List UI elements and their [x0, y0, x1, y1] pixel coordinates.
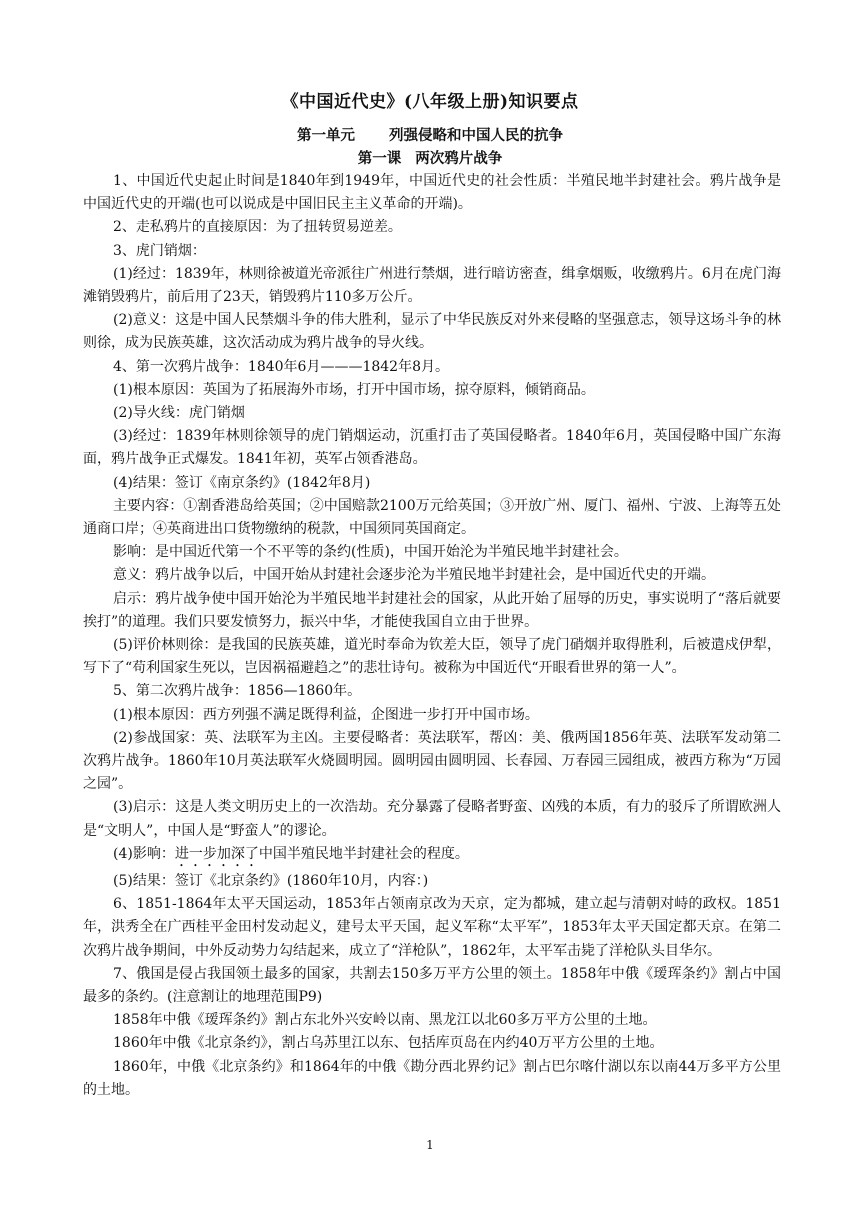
paragraph: 1860年中俄《北京条约》，割占乌苏里江以东、包括库页岛在内约40万平方公里的土地。: [113, 1035, 664, 1052]
paragraph: 2、走私鸦片的直接原因：为了扭转贸易逆差。: [113, 219, 402, 236]
paragraph: 6、1851-1864年太平天国运动，1853年占领南京改为天京，定为都城，建立起与清朝对峙的政权。1851年，洪秀全在广西桂平金田村发动起义，建号太平天国，起义军称“太平军”，1853年太平天国定都天京。在第二次鸦片战争期间，中外反动势力勾结起来，成立了“洋枪队”，1862年，太平军击毙了洋枪队头目华尔。: [83, 896, 781, 959]
paragraph: 启示：鸦片战争使中国开始沦为半殖民地半封建社会的国家，从此开始了屈辱的历史，事实说明了“落后就要挨打”的道理。我们只要发愤努力，振兴中华，才能使我国自立由于世界。: [83, 590, 781, 630]
document-title: 《中国近代史》(八年级上册)知识要点: [281, 92, 579, 112]
unit-number: 第一单元: [297, 127, 355, 144]
unit-name: 列强侵略和中国人民的抗争: [389, 127, 563, 144]
page-number: 1: [426, 1138, 434, 1152]
paragraph: [83, 843, 781, 870]
paragraph: (1)根本原因：英国为了拓展海外市场，打开中国市场，掠夺原料，倾销商品。: [113, 381, 595, 398]
paragraph: 1860年，中俄《北京条约》和1864年的中俄《勘分西北界约记》割占巴尔喀什湖以东以南44万多平方公里的土地。: [83, 1058, 781, 1098]
paragraph: (2)意义：这是中国人民禁烟斗争的伟大胜利，显示了中华民族反对外来侵略的坚强意志，领导这场斗争的林则徐，成为民族英雄，这次活动成为鸦片战争的导火线。: [83, 312, 781, 352]
lesson-number: 第一课: [357, 150, 402, 167]
paragraph: 5、第二次鸦片战争：1856—1860年。: [113, 683, 362, 700]
paragraph: 意义：鸦片战争以后，中国开始从封建社会逐步沦为半殖民地半封建社会，是中国近代史的开端。: [113, 567, 715, 584]
paragraph: (5)结果：签订《北京条约》(1860年10月，内容：): [113, 872, 429, 889]
paragraph: (4)结果：签订《南京条约》(1842年8月): [113, 474, 371, 491]
document-body: [83, 170, 781, 1102]
paragraph: 3、虎门销烟：: [113, 242, 206, 259]
paragraph-suffix: 中国半殖民地半封建社会的程度。: [258, 845, 469, 862]
paragraph: 1858年中俄《瑷珲条约》割占东北外兴安岭以南、黑龙江以北60多万平方公里的土地。: [113, 1012, 657, 1029]
paragraph: 7、俄国是侵占我国领土最多的国家，共割去150多万平方公里的领土。1858年中俄《瑷珲条约》割占中国最多的条约。(注意割让的地理范围P9): [83, 965, 781, 1005]
paragraph: (5)评价林则徐：是我国的民族英雄，道光时奉命为钦差大臣，领导了虎门硝烟并取得胜利，后被遣戍伊犁，写下了“苟利国家生死以，岂因祸福避趋之”的悲壮诗句。被称为中国近代“开眼看世界的第一人”。: [83, 637, 781, 677]
unit-heading: [0, 124, 860, 145]
paragraph: (2)参战国家：英、法联军为主凶。主要侵略者：英法联军，帮凶：美、俄两国1856年英、法联军发动第二次鸦片战争。1860年10月英法联军火烧圆明园。圆明园由圆明园、长春园、万春园三园组成，被西方称为“万园之园”。: [83, 729, 781, 793]
paragraph: (1)根本原因：西方列强不满足既得利益，企图进一步打开中国市场。: [113, 706, 539, 723]
lesson-heading: [0, 147, 860, 168]
paragraph: (3)经过：1839年林则徐领导的虎门销烟运动，沉重打击了英国侵略者。1840年6月，英国侵略中国广东海面，鸦片战争正式爆发。1841年初，英军占领香港岛。: [83, 428, 781, 468]
paragraph: 主要内容：①割香港岛给英国；②中国赔款2100万元给英国；③开放广州、厦门、福州、宁波、上海等五处通商口岸；④英商进出口货物缴纳的税款，中国须同英国商定。: [83, 497, 781, 538]
lesson-name: 两次鸦片战争: [415, 150, 503, 167]
paragraph-prefix: (4)影响：: [113, 845, 175, 862]
emphasized-text: 进一步加深了: [174, 845, 259, 862]
paragraph: (2)导火线：虎门销烟: [113, 405, 245, 422]
paragraph: 4、第一次鸦片战争：1840年6月———1842年8月。: [113, 358, 449, 375]
paragraph: 1、中国近代史起止时间是1840年到1949年，中国近代史的社会性质：半殖民地半封建社会。鸦片战争是中国近代史的开端(也可以说成是中国旧民主主义革命的开端)。: [83, 173, 781, 213]
paragraph: (1)经过：1839年，林则徐被道光帝派往广州进行禁烟，进行暗访密查，缉拿烟贩，收缴鸦片。6月在虎门海滩销毁鸦片，前后用了23天，销毁鸦片110多万公斤。: [83, 265, 781, 306]
paragraph: 影响：是中国近代第一个不平等的条约(性质)，中国开始沦为半殖民地半封建社会。: [113, 544, 628, 561]
paragraph: (3)启示：这是人类文明历史上的一次浩劫。充分暴露了侵略者野蛮、凶残的本质，有力的驳斥了所谓欧洲人是“文明人”，中国人是“野蛮人”的谬论。: [83, 799, 781, 839]
